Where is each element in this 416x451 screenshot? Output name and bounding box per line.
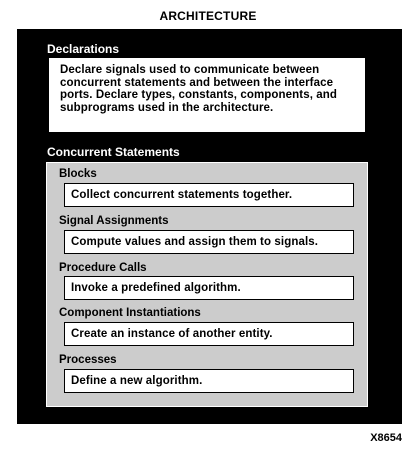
item-text-signal-assignments: Compute values and assign them to signals. <box>71 236 319 248</box>
item-label-blocks: Blocks <box>59 168 97 180</box>
item-label-signal-assignments: Signal Assignments <box>59 215 169 227</box>
architecture-block <box>17 29 402 424</box>
item-label-procedure-calls: Procedure Calls <box>59 262 147 274</box>
item-label-processes: Processes <box>59 354 117 366</box>
diagram-title: ARCHITECTURE <box>159 9 257 23</box>
item-box-component-instantiations <box>64 322 354 346</box>
item-box-procedure-calls <box>64 276 354 300</box>
item-box-blocks <box>64 183 354 207</box>
declarations-text: Declare signals used to communicate between concurrent statements and between the interface ports. Declare types, constants, components, and subprograms used in the architecture. <box>60 64 338 114</box>
item-text-processes: Define a new algorithm. <box>71 375 203 387</box>
item-text-procedure-calls: Invoke a predefined algorithm. <box>71 282 241 294</box>
figure-id: X8654 <box>370 432 402 444</box>
declarations-label: Declarations <box>47 42 120 56</box>
item-box-processes <box>64 369 354 393</box>
item-box-signal-assignments <box>64 230 354 254</box>
item-label-component-instantiations: Component Instantiations <box>59 307 201 319</box>
declarations-box <box>49 58 365 132</box>
concurrent-statements-label: Concurrent Statements <box>47 145 180 159</box>
item-text-blocks: Collect concurrent statements together. <box>71 189 293 201</box>
concurrent-statements-box <box>46 162 368 407</box>
item-text-component-instantiations: Create an instance of another entity. <box>71 328 273 340</box>
